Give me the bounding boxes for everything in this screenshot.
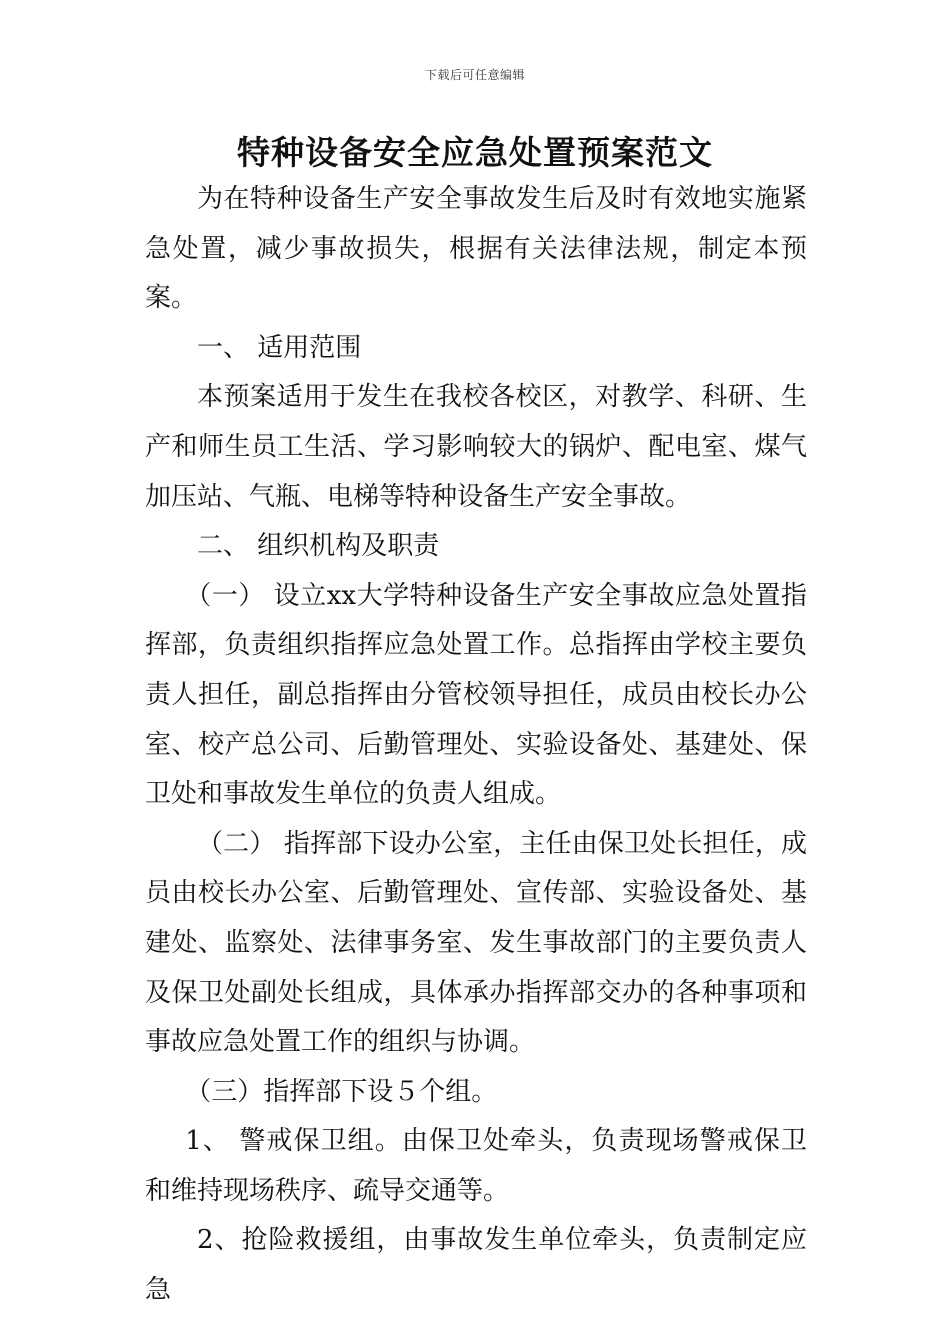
section2-item1-paragraph: （一） 设立xx大学特种设备生产安全事故应急处置指挥部，负责组织指挥应急处置工作。总指挥由学校主要负责人担任，副总指挥由分管校领导担任，成员由校长办公室、校产总公司、后勤管理处、实验设备处、基建处、保卫处和事故发生单位的负责人组成。 xyxy=(145,580,807,810)
section2-heading: 二、 组织机构及职责 xyxy=(197,531,440,562)
section2-item3-paragraph: （三）指挥部下设５个组。 xyxy=(185,1076,498,1107)
document-title: 特种设备安全应急处置预案范文 xyxy=(237,133,713,172)
header-note: 下载后可任意编辑 xyxy=(424,68,525,82)
document-body xyxy=(145,175,807,1316)
intro-paragraph: 为在特种设备生产安全事故发生后及时有效地实施紧急处置，减少事故损失，根据有关法律法规，制定本预案。 xyxy=(145,184,807,314)
section1-heading: 一、 适用范围 xyxy=(197,332,362,363)
section1-paragraph: 本预案适用于发生在我校各校区，对教学、科研、生产和师生员工生活、学习影响较大的锅炉、配电室、煤气加压站、气瓶、电梯等特种设备生产安全事故。 xyxy=(145,382,807,512)
group1-paragraph: 1、 警戒保卫组。由保卫处牵头，负责现场警戒保卫和维持现场秩序、疏导交通等。 xyxy=(145,1126,807,1206)
section2-item2-paragraph: （二） 指挥部下设办公室，主任由保卫处长担任，成员由校长办公室、后勤管理处、宣传部、实验设备处、基建处、监察处、法律事务室、发生事故部门的主要负责人及保卫处副处长组成，具体承办指挥部交办的各种事项和事故应急处置工作的组织与协调。 xyxy=(145,828,807,1058)
group2-paragraph: 2、抢险救援组，由事故发生单位牵头，负责制定应急 xyxy=(145,1225,807,1306)
